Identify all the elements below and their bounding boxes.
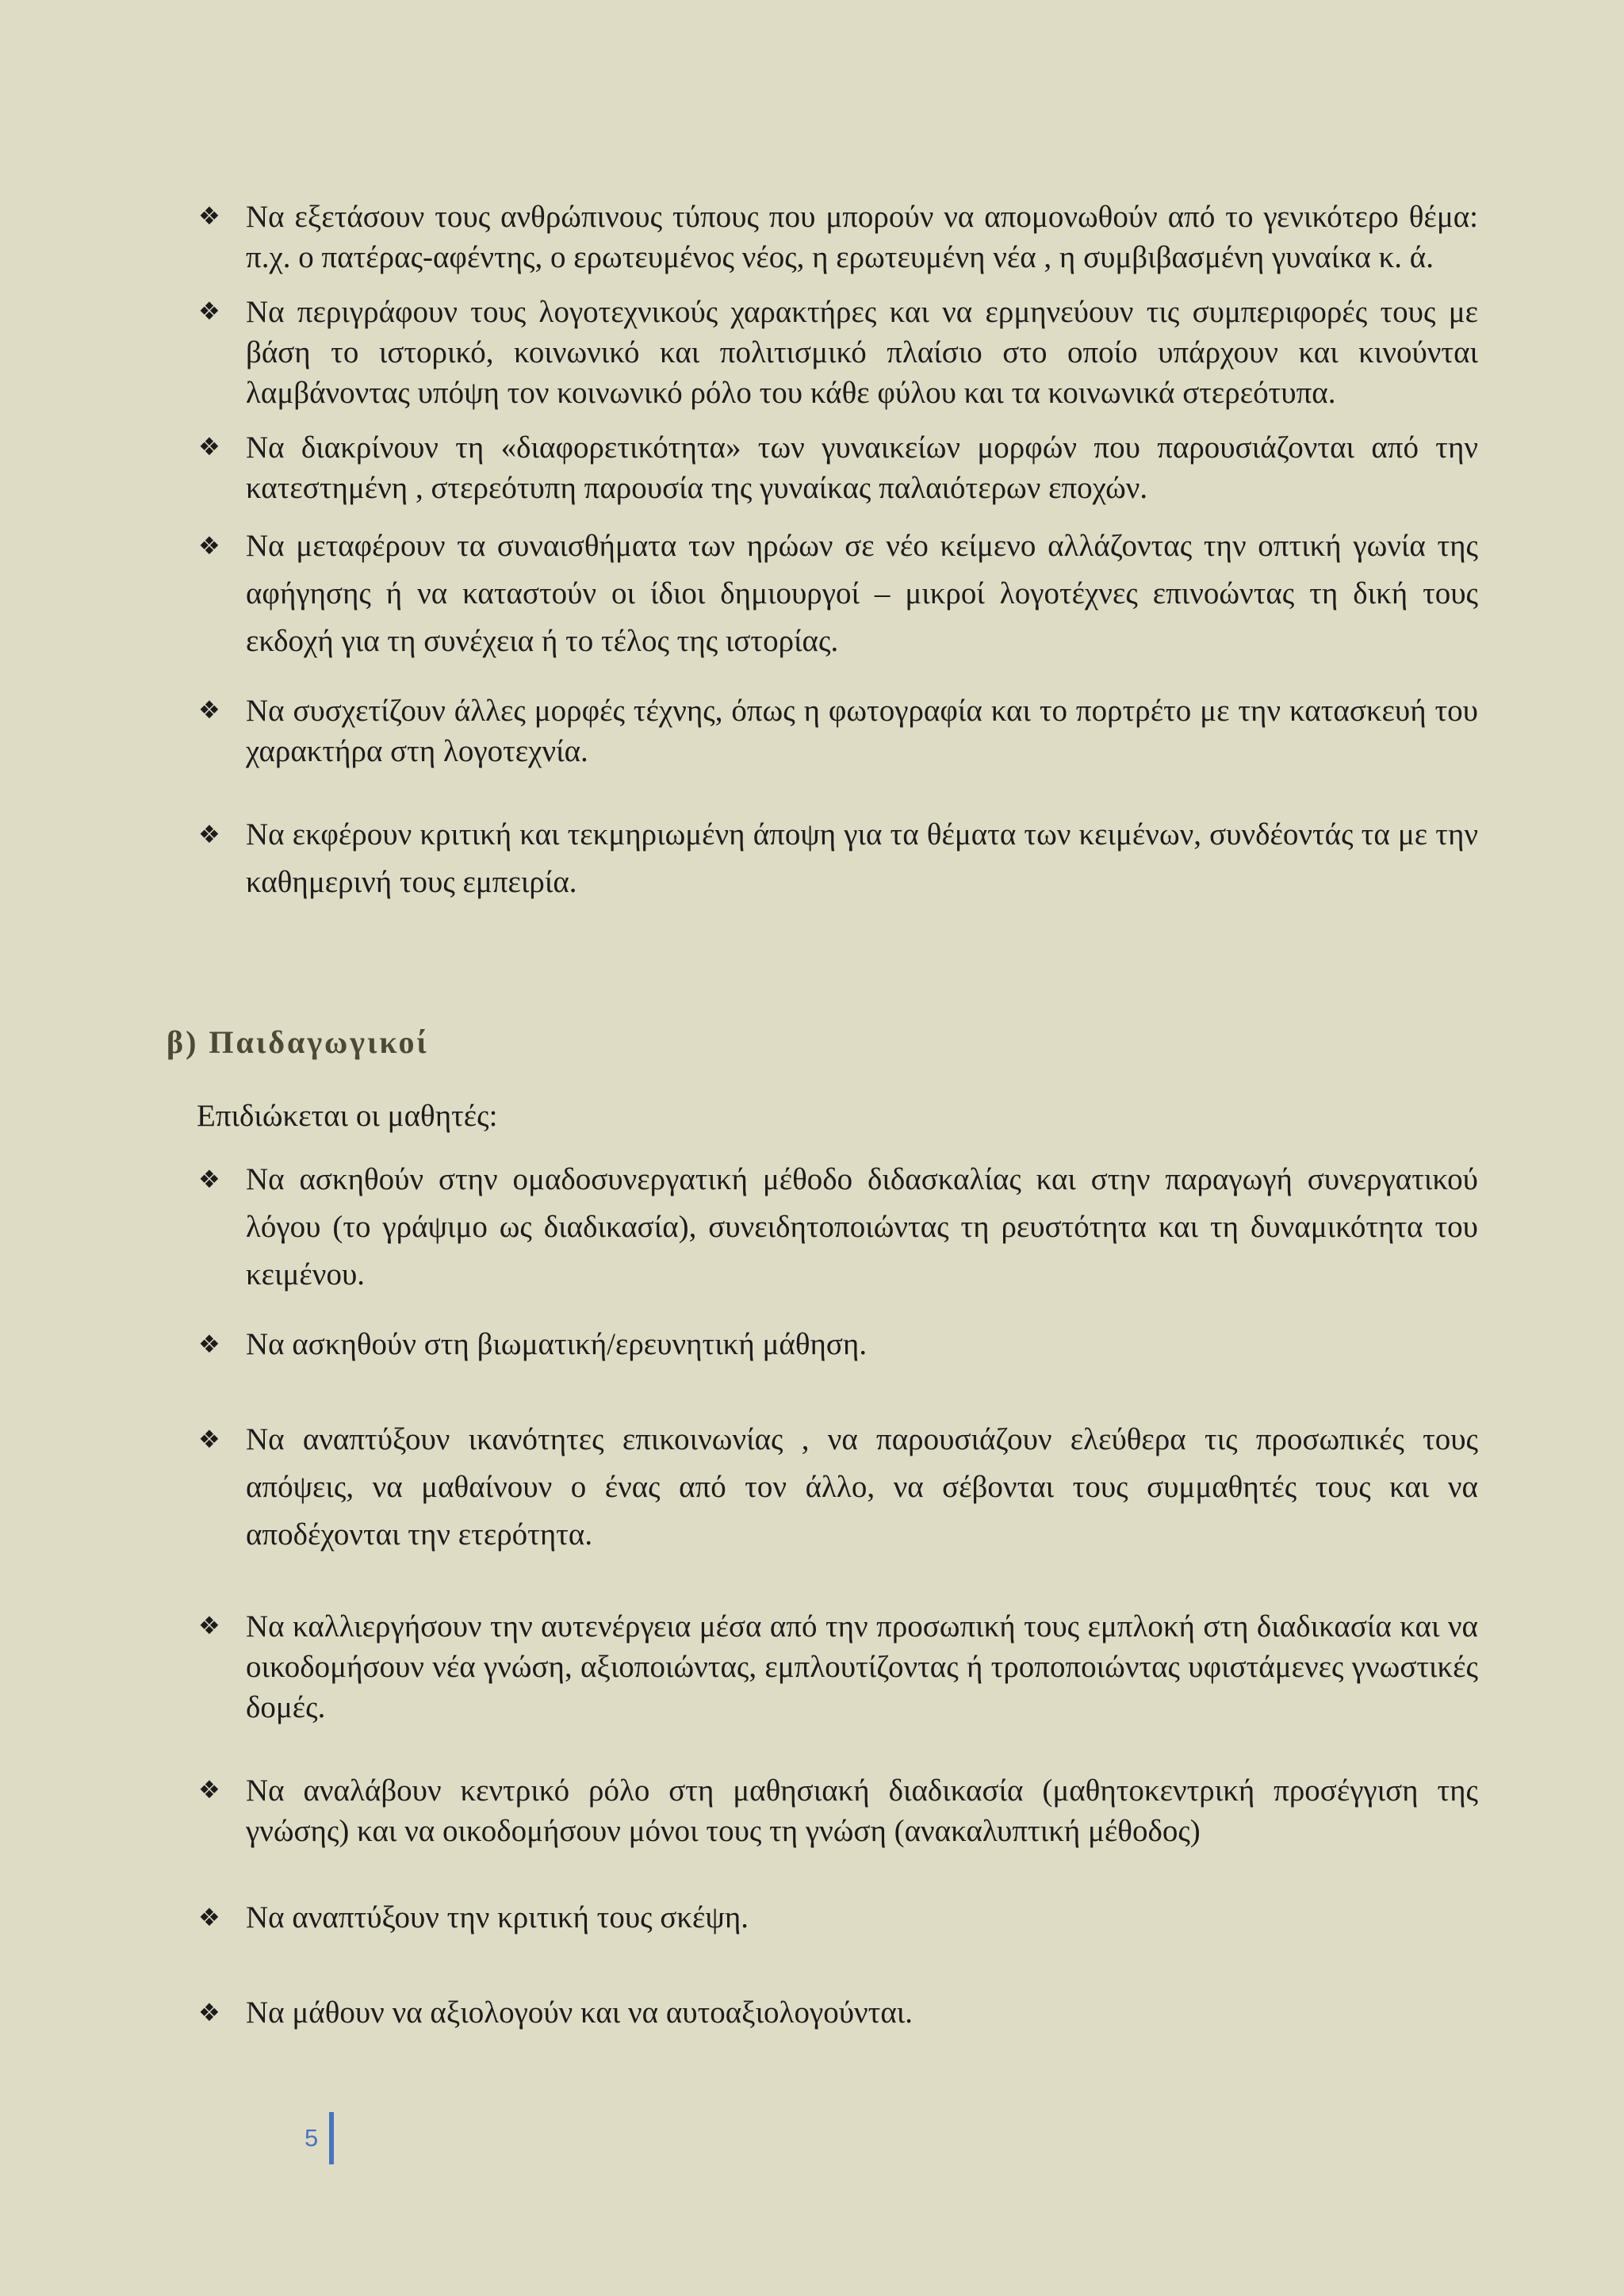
list-item-text: Να αναπτύξουν ικανότητες επικοινωνίας , να παρουσιάζουν ελεύθερα τις προσωπικές τους απόψεις, να μαθαίνουν ο ένας από τον άλλο, να σέβονται τους συμμαθητές τους και να αποδέχονται την ετερότητα. [246, 1422, 1478, 1552]
list-item [197, 1606, 1478, 1728]
list-item-text: Να αναλάβουν κεντρικό ρόλο στη μαθησιακή διαδικασία (μαθητοκεντρική προσέγγιση της γνώσης) και να οικοδομήσουν μόνοι τους τη γνώση (ανακαλυπτική μέθοδος) [246, 1774, 1478, 1848]
list-item-text: Να συσχετίζουν άλλες μορφές τέχνης, όπως η φωτογραφία και το πορτρέτο με την κατασκευή του χαρακτήρα στη λογοτεχνία. [246, 694, 1478, 768]
list-item [197, 691, 1478, 771]
diamond-bullet-icon: ❖ [198, 1165, 220, 1194]
list-item [197, 1156, 1478, 1299]
pedagogical-objectives-list [197, 1156, 1478, 2037]
list-item [197, 811, 1478, 906]
list-item-text: Να μεταφέρουν τα συναισθήματα των ηρώων σε νέο κείμενο αλλάζοντας την οπτική γωνία της αφήγησης ή να καταστούν οι ίδιοι δημιουργοί – μικροί λογοτέχνες επινοώντας τη δική τους εκδοχή για τη συνέχεια ή το τέλος της ιστορίας. [246, 529, 1478, 658]
section-intro: Επιδιώκεται οι μαθητές: [197, 1099, 498, 1133]
list-item-text: Να καλλιεργήσουν την αυτενέργεια μέσα από την προσωπική τους εμπλοκή στη διαδικασία και να οικοδομήσουν νέα γνώση, αξιοποιώντας, εμπλουτίζοντας ή τροποποιώντας υφιστάμενες γνωστικές δομές. [246, 1609, 1478, 1724]
diamond-bullet-icon: ❖ [198, 532, 220, 561]
diamond-bullet-icon: ❖ [198, 1612, 220, 1640]
literary-objectives-list [197, 197, 1478, 906]
list-item-text: Να περιγράφουν τους λογοτεχνικούς χαρακτήρες και να ερμηνεύουν τις συμπεριφορές τους με βάση το ιστορικό, κοινωνικό και πολιτισμικό πλαίσιο στο οποίο υπάρχουν και κινούνται λαμβάνοντας υπόψη τον κοινωνικό ρόλο του κάθε φύλου και τα κοινωνικά στερεότυπα. [246, 295, 1478, 410]
list-item [197, 292, 1478, 413]
list-item-text: Να εξετάσουν τους ανθρώπινους τύπους που μπορούν να απομονωθούν από το γενικότερο θέμα: π.χ. ο πατέρας-αφέντης, ο ερωτευμένος νέος, η ερωτευμένη νέα , η συμβιβασμένη γυναίκα κ. ά. [246, 200, 1478, 274]
list-item [197, 1894, 1478, 1942]
diamond-bullet-icon: ❖ [198, 433, 220, 461]
diamond-bullet-icon: ❖ [198, 1999, 220, 2027]
page-number: 5 [304, 2112, 334, 2164]
list-item [197, 522, 1478, 665]
list-item [197, 1416, 1478, 1559]
list-item-text: Να μάθουν να αξιολογούν και να αυτοαξιολογούνται. [246, 1996, 913, 2030]
section-heading: β) Παιδαγωγικοί [167, 1024, 429, 1060]
diamond-bullet-icon: ❖ [198, 1330, 220, 1359]
list-item-text: Να ασκηθούν στην ομαδοσυνεργατική μέθοδο διδασκαλίας και στην παραγωγή συνεργατικού λόγου (το γράψιμο ως διαδικασία), συνειδητοποιώντας τη ρευστότητα και τη δυναμικότητα του κειμένου. [246, 1162, 1478, 1292]
list-item-text: Να ασκηθούν στη βιωματική/ερευνητική μάθηση. [246, 1327, 868, 1361]
list-item [197, 1321, 1478, 1368]
diamond-bullet-icon: ❖ [198, 202, 220, 231]
diamond-bullet-icon: ❖ [198, 1776, 220, 1804]
list-item-text: Να διακρίνουν τη «διαφορετικότητα» των γυναικείων μορφών που παρουσιάζονται από την κατεστημένη , στερεότυπη παρουσία της γυναίκας παλαιότερων εποχών. [246, 430, 1478, 505]
list-item [197, 197, 1478, 277]
list-item [197, 427, 1478, 508]
list-item-text: Να αναπτύξουν την κριτική τους σκέψη. [246, 1900, 749, 1934]
diamond-bullet-icon: ❖ [198, 821, 220, 849]
list-item [197, 1989, 1478, 2037]
list-item-text: Να εκφέρουν κριτική και τεκμηριωμένη άποψη για τα θέματα των κειμένων, συνδέοντάς τα με την καθημερινή τους εμπειρία. [246, 817, 1478, 899]
diamond-bullet-icon: ❖ [198, 1904, 220, 1932]
diamond-bullet-icon: ❖ [198, 1425, 220, 1454]
list-item [197, 1770, 1478, 1851]
diamond-bullet-icon: ❖ [198, 696, 220, 725]
diamond-bullet-icon: ❖ [198, 297, 220, 326]
